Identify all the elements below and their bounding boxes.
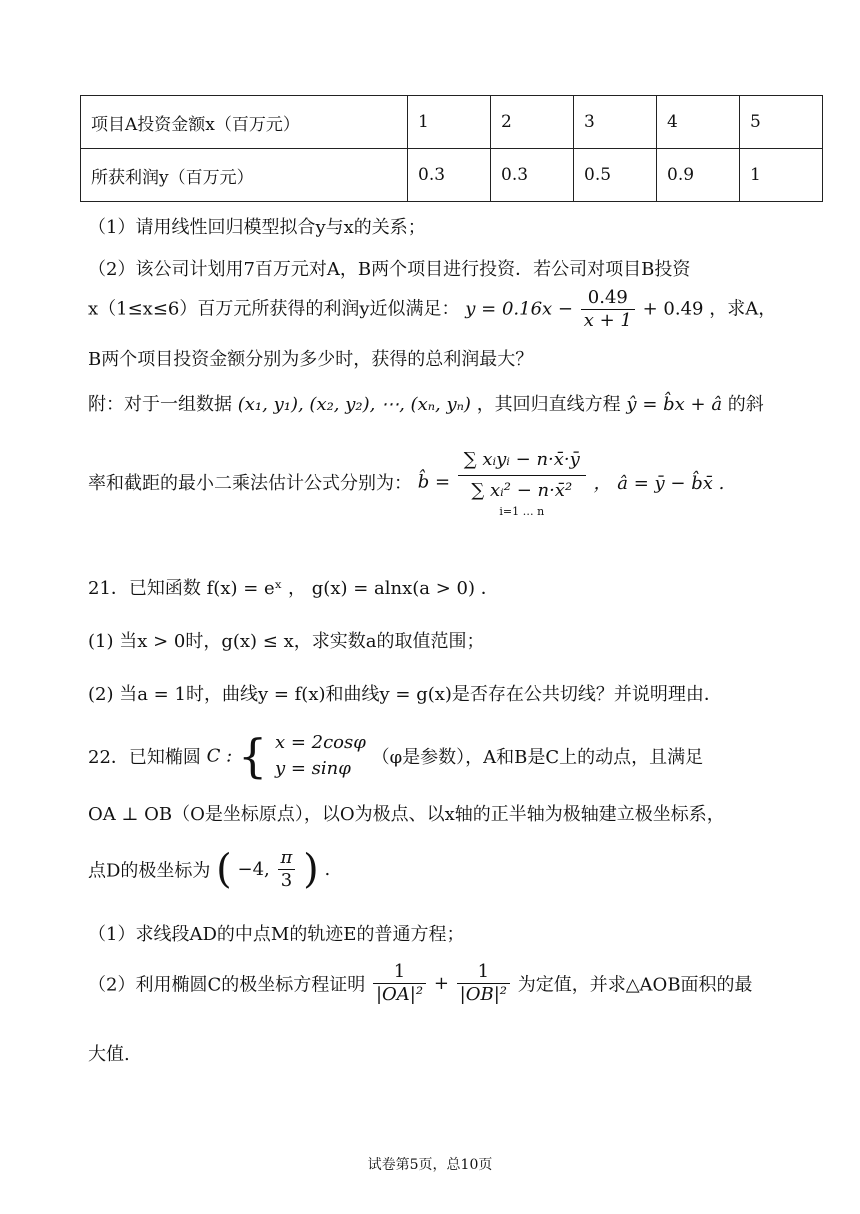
q22-part2-end: 大值. xyxy=(88,1044,130,1065)
page-footer: 试卷第5页，总10页 xyxy=(367,1157,493,1173)
paren-close: ) xyxy=(303,846,319,893)
appendix-text: 的斜 xyxy=(727,394,764,415)
period: . xyxy=(324,859,331,881)
formula-fraction xyxy=(581,288,635,331)
function-f: f(x) = eˣ xyxy=(206,578,283,599)
period: ． xyxy=(480,578,499,599)
q22-text: 为定值，并求△AOB面积的最 xyxy=(517,974,753,996)
b-hat-denominator: ∑ xᵢ² − n·x̄² xyxy=(471,479,573,501)
part-text: 当x > 0时，g(x) ≤ x，求实数a的取值范围； xyxy=(119,631,485,652)
a-hat-formula: ， â = ȳ − b̂x̄ . xyxy=(593,473,725,495)
equation-x: x = 2cosφ xyxy=(274,732,366,753)
q21-number: 21．已知函数 xyxy=(88,578,201,599)
table-cell: 0.9 xyxy=(657,149,740,202)
table-cell: 1 xyxy=(408,96,491,149)
appendix-line2 xyxy=(88,446,724,518)
b-hat-numerator: ∑ xᵢyᵢ − n·x̄·ȳ xyxy=(458,446,586,476)
table-cell: 项目A投资金额x（百万元） xyxy=(81,96,408,149)
separator: ， xyxy=(288,578,307,599)
b-hat: b̂ = xyxy=(417,471,451,493)
point-d-angle xyxy=(278,848,296,891)
table-cell: 所获利润y（百万元） xyxy=(81,149,408,202)
angle-numerator: π xyxy=(278,848,296,870)
appendix-text: ，其回归直线方程 xyxy=(476,394,621,415)
function-g: g(x) = alnx(a > 0) xyxy=(311,578,476,599)
q22-part1: （1）求线段AD的中点M的轨迹E的普通方程； xyxy=(88,924,465,945)
part-label: (1) xyxy=(88,631,114,652)
q21-stem xyxy=(88,574,499,600)
system-brace: { xyxy=(237,729,268,784)
q22-text: 点D的极坐标为 xyxy=(88,860,211,882)
q20-part2-line1: （2）该公司计划用7百万元对A，B两个项目进行投资．若公司对项目B投资 xyxy=(88,259,691,280)
q20-part1: （1）请用线性回归模型拟合y与x的关系； xyxy=(88,217,426,238)
q20-text: x（1≤x≤6）百万元所获得的利润y近似满足： xyxy=(88,298,460,320)
table-cell: 4 xyxy=(657,96,740,149)
q20-part2-line2 xyxy=(88,288,776,331)
b-hat-fraction xyxy=(458,446,586,518)
table-cell: 0.5 xyxy=(574,149,657,202)
q20-part2-line3: B两个项目投资金额分别为多少时，获得的总利润最大？ xyxy=(88,349,534,370)
point-d-r: −4, xyxy=(237,859,270,881)
part-text: 当a = 1时，曲线y = f(x)和曲线y = g(x)是否存在公共切线？并说明理由． xyxy=(119,684,722,705)
fraction-denominator: |OB|² xyxy=(459,983,507,1005)
q22-number: 22．已知椭圆 xyxy=(88,747,201,769)
appendix-text: 率和截距的最小二乘法估计公式分别为： xyxy=(88,473,412,495)
table-cell: 1 xyxy=(740,149,823,202)
q22-text: （2）利用椭圆C的极坐标方程证明 xyxy=(88,974,366,996)
table-row xyxy=(81,96,823,149)
q20-text: ，求A， xyxy=(709,298,777,320)
part-label: (2) xyxy=(88,684,114,705)
q22-line2: OA ⊥ OB（O是坐标原点），以O为极点、以x轴的正半轴为极轴建立极坐标系， xyxy=(88,804,725,825)
formula-tail: + 0.49 xyxy=(642,298,704,320)
appendix-text: 附：对于一组数据 xyxy=(88,394,232,415)
data-table xyxy=(80,95,823,202)
paren-open: ( xyxy=(216,846,232,893)
plus-sign: + xyxy=(433,973,449,995)
profit-formula: y = 0.16x − xyxy=(465,298,574,320)
q21-part2 xyxy=(88,680,722,706)
q22-text: （φ是参数），A和B是C上的动点，且满足 xyxy=(371,747,704,769)
table-cell: 5 xyxy=(740,96,823,149)
fraction-numerator: 1 xyxy=(373,962,426,984)
table-cell: 0.3 xyxy=(491,149,574,202)
fraction-ob xyxy=(457,962,510,1005)
fraction-oa xyxy=(373,962,426,1005)
fraction-numerator: 0.49 xyxy=(581,288,635,310)
fraction-denominator: |OA|² xyxy=(375,983,424,1005)
fraction-numerator: 1 xyxy=(457,962,510,984)
table-cell: 3 xyxy=(574,96,657,149)
appendix-line1 xyxy=(88,390,764,416)
angle-denominator: 3 xyxy=(280,869,293,891)
regression-equation: ŷ = b̂x + â xyxy=(626,394,723,415)
q21-part1 xyxy=(88,627,485,653)
table-cell: 2 xyxy=(491,96,574,149)
q22-part2 xyxy=(88,962,753,1005)
fraction-denominator: x + 1 xyxy=(583,309,632,331)
table-cell: 0.3 xyxy=(408,149,491,202)
table-row xyxy=(81,149,823,202)
equation-y: y = sinφ xyxy=(274,758,351,780)
data-points: (x₁, y₁), (x₂, y₂), ⋯, (xₙ, yₙ) xyxy=(237,394,471,415)
q22-line3 xyxy=(88,848,330,891)
sum-limits: i=1 … n xyxy=(499,505,545,519)
parametric-system xyxy=(275,730,366,782)
curve-name: C : xyxy=(206,745,233,767)
q22-stem xyxy=(88,730,703,782)
